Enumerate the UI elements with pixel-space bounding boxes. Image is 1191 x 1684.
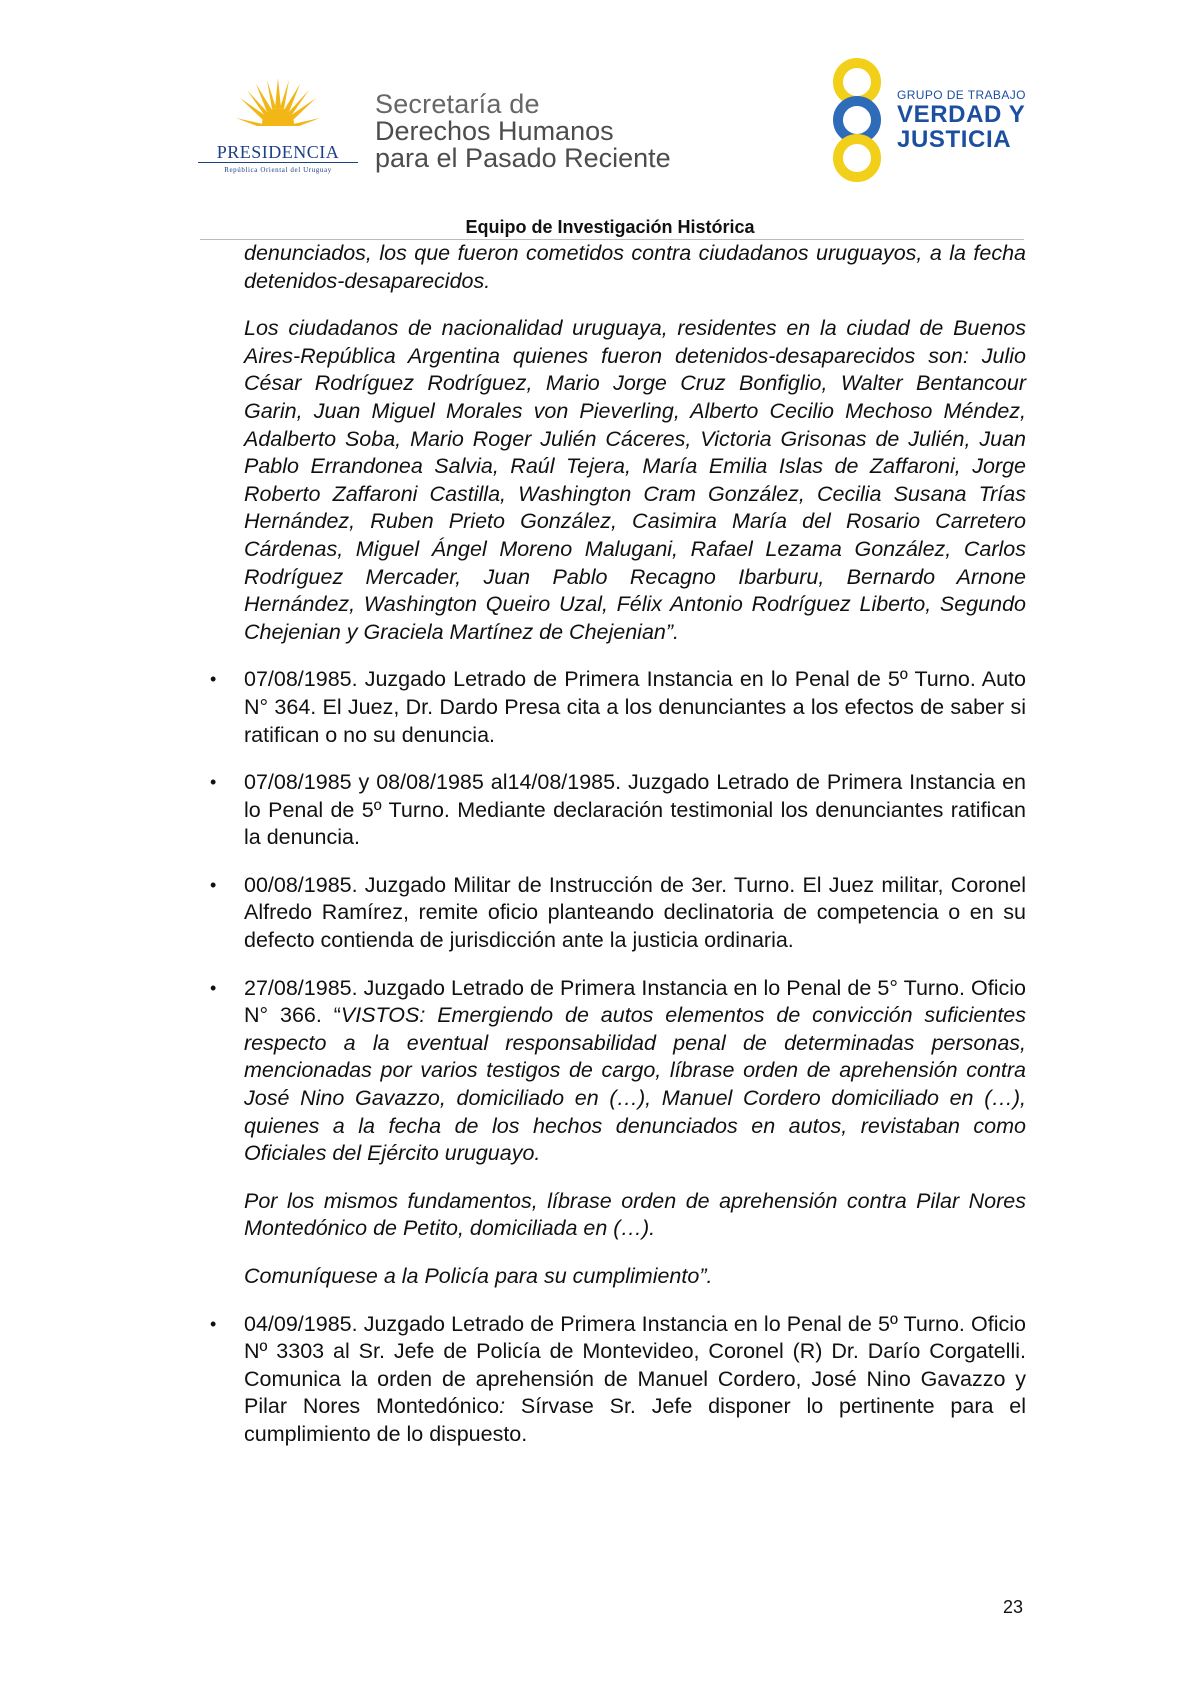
unit-title: Equipo de Investigación Histórica: [465, 217, 755, 237]
oficio-3303-instruction: Sírvase Sr. Jefe disponer lo pertinente para el cumplimiento de lo dispuesto.: [244, 1394, 1027, 1446]
oficio-366-quote-p2: Por los mismos fundamentos, líbrase orden de aprehensión contra Pilar Nores Montedónico de Petito, domiciliada en (…).: [244, 1188, 1026, 1241]
secretaria-line-2: Derechos Humanos: [375, 116, 614, 146]
list-item-text: [244, 975, 1026, 1168]
secretaria-line-3: para el Pasado Reciente: [375, 143, 671, 173]
grupo-trabajo-text: [897, 88, 1037, 152]
presidencia-title: PRESIDENCIA: [216, 142, 340, 162]
list-item: [210, 872, 1026, 955]
oficio-366-quote-p3: Comuníquese a la Policía para su cumplimiento”.: [244, 1264, 713, 1288]
verdad-justicia-logo-icon: [822, 58, 892, 182]
document-body: [210, 240, 1027, 1449]
presidencia-divider: [198, 162, 358, 163]
list-item-text: 07/08/1985. Juzgado Letrado de Primera Instancia en lo Penal de 5º Turno. Auto N° 364. El Juez, Dr. Dardo Presa cita a los denunciantes a los efectos de saber si ratifican o no su denuncia.: [244, 667, 1026, 747]
secretaria-line-1: Secretaría de: [375, 89, 540, 119]
list-item: [210, 666, 1026, 749]
list-item-text: 07/08/1985 y 08/08/1985 al14/08/1985. Juzgado Letrado de Primera Instancia en lo Penal de 5º Turno. Mediante declaración testimonial los denunciantes ratifican la denuncia.: [244, 770, 1026, 850]
bullet-icon: •: [210, 772, 217, 793]
oficio-3303-colon: :: [499, 1394, 506, 1419]
bullet-icon: •: [210, 1313, 217, 1334]
presidencia-subtitle: República Oriental del Uruguay: [224, 166, 332, 174]
grupo-trabajo-label: GRUPO DE TRABAJO: [897, 88, 1026, 102]
list-item-text: [244, 1311, 1026, 1449]
bullet-icon: •: [210, 977, 217, 998]
list-item: [210, 975, 1026, 1291]
presidencia-logo: [198, 78, 358, 178]
list-item: [210, 769, 1026, 852]
bullet-icon: •: [210, 669, 217, 690]
paragraph-denunciados: denunciados, los que fueron cometidos contra ciudadanos uruguayos, a la fecha detenidos-desaparecidos.: [244, 241, 1026, 293]
paragraph-detenidos-list: Los ciudadanos de nacionalidad uruguaya, residentes en la ciudad de Buenos Aires-República Argentina quienes fueron detenidos-desaparecidos son: Julio César Rodríguez Rodríguez, Mario Jorge Cruz Bonfiglio, Walter Bentancour Garin, Juan Miguel Morales von Pieverling, Alberto Cecilio Mechoso Méndez, Adalberto Soba, Mario Roger Julién Cáceres, Victoria Grisonas de Julién, Juan Pablo Errandonea Salvia, Raúl Tejera, María Emilia Islas de Zaffaroni, Jorge Roberto Zaffaroni Castilla, Washington Cram González, Cecilia Susana Trías Hernández, Ruben Prieto González, Casimira María del Rosario Carretero Cárdenas, Miguel Ángel Moreno Malugani, Rafael Lezama González, Carlos Rodríguez Mercader, Juan Pablo Recagno Ibarburu, Bernardo Arnone Hernández, Washington Queiro Uzal, Félix Antonio Rodríguez Liberto, Segundo Chejenian y Graciela Martínez de Chejenian”.: [244, 316, 1026, 644]
bullet-icon: •: [210, 874, 217, 895]
oficio-3303-text: 04/09/1985. Juzgado Letrado de Primera Instancia en lo Penal de 5º Turno. Oficio Nº 3303 al Sr. Jefe de Policía de Montevideo, Coronel (R) Dr. Darío Corgatelli. Comunica la orden de aprehensión de Manuel Cordero, José Nino Gavazzo y Pilar Nores Montedónico: [244, 1311, 1026, 1419]
verdad-label: VERDAD Y: [897, 101, 1026, 128]
list-item: [210, 1311, 1027, 1449]
list-item-text: 00/08/1985. Juzgado Militar de Instrucción de 3er. Turno. El Juez militar, Coronel Alfredo Ramírez, remite oficio planteando declinatoria de competencia o en su defecto contienda de jurisdicción ante la justicia ordinaria.: [244, 872, 1026, 953]
oficio-366-intro: 27/08/1985. Juzgado Letrado de Primera Instancia en lo Penal de 5° Turno. Oficio N° 366. “: [244, 975, 1026, 1028]
secretaria-name: [375, 91, 715, 172]
page-number: 23: [1003, 1597, 1024, 1617]
sun-emblem-icon: [236, 78, 320, 130]
oficio-366-quote: VISTOS: Emergiendo de autos elementos de convicción suficientes respecto a la eventual responsabilidad penal de determinadas personas, mencionadas por varios testigos de cargo, líbrase orden de aprehensión contra José Nino Gavazzo, domiciliado en (…), Manuel Cordero domiciliado en (…), quienes a la fecha de los hechos denunciados en autos, revistaban como Oficiales del Ejército uruguayo.: [244, 1003, 1026, 1166]
justicia-label: JUSTICIA: [897, 126, 1012, 153]
